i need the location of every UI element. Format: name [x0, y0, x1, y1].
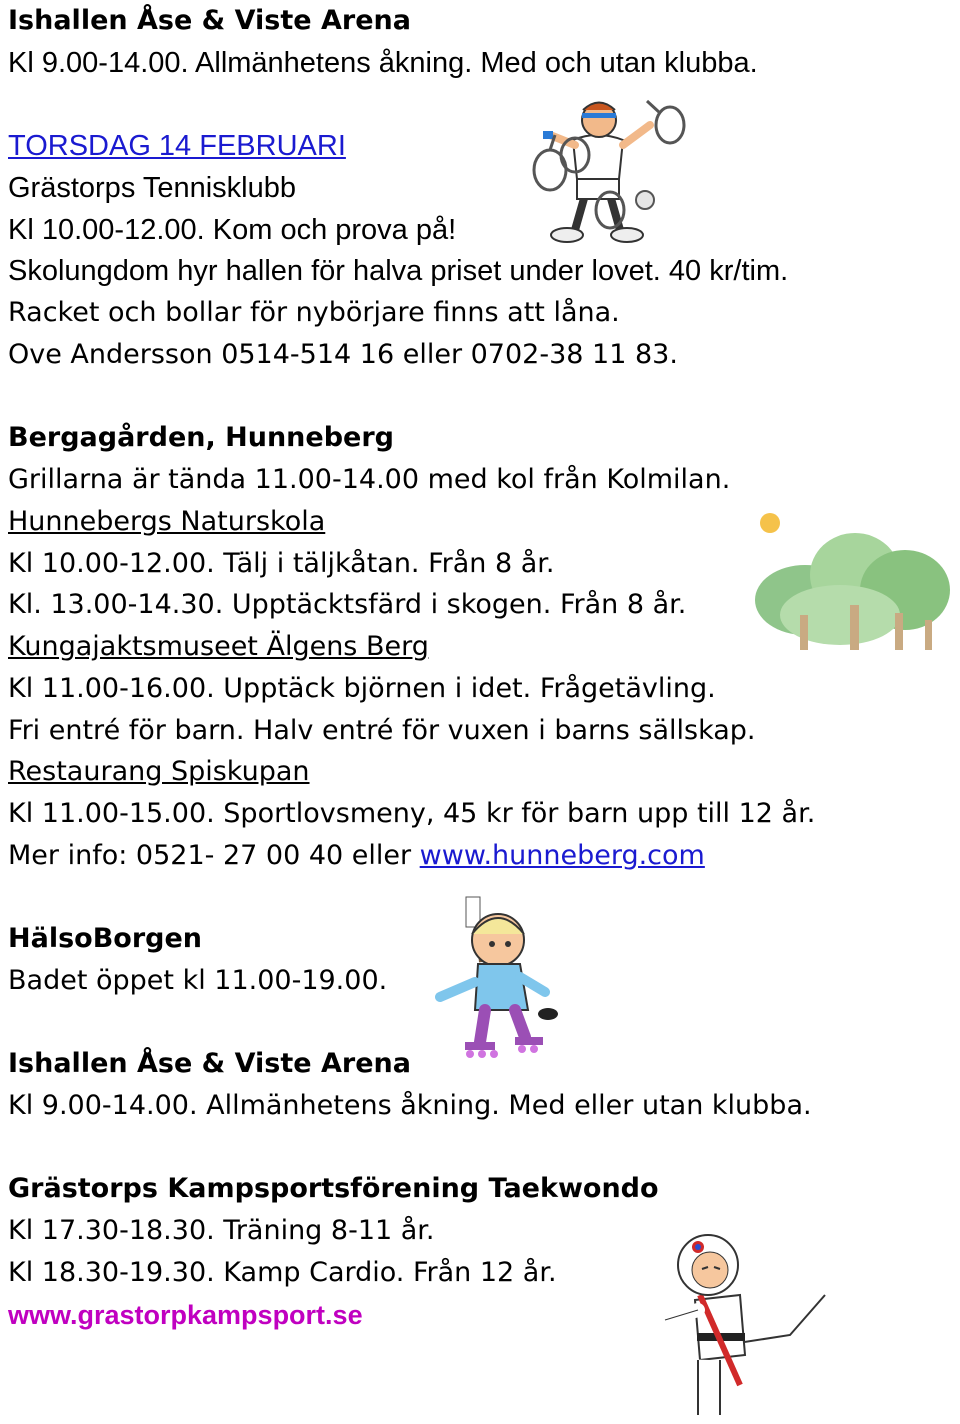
spiskupan-menu: Kl 11.00-15.00. Sportlovsmeny, 45 kr för barn upp till 12 år.	[8, 798, 816, 829]
hockey-kid-illustration	[420, 892, 570, 1062]
more-info-line	[8, 835, 705, 877]
halsoborgen-hours: Badet öppet kl 11.00-19.00.	[8, 965, 388, 996]
heading-taekwondo: Grästorps Kampsportsförening Taekwondo	[8, 1173, 659, 1204]
heading-ishallen-2: Ishallen Åse & Viste Arena	[8, 1048, 411, 1079]
taekwondo-kicker-illustration	[640, 1225, 835, 1420]
tennis-contact: Ove Andersson 0514-514 16 eller 0702-38 11 83.	[8, 339, 678, 370]
heading-naturskola: Hunnebergs Naturskola	[8, 506, 326, 537]
tennis-youth-offer: Skolungdom hyr hallen för halva priset under lovet. 40 kr/tim.	[8, 255, 789, 287]
heading-bergagarden: Bergagården, Hunneberg	[8, 422, 394, 453]
ishallen-2-hours: Kl 9.00-14.00. Allmänhetens åkning. Med eller utan klubba.	[8, 1090, 812, 1121]
taekwondo-session-2: Kl 18.30-19.30. Kamp Cardio. Från 12 år.	[8, 1257, 557, 1288]
heading-ishallen-1: Ishallen Åse & Viste Arena	[8, 5, 411, 36]
heading-halsoborgen: HälsoBorgen	[8, 923, 202, 954]
tennis-player-illustration	[515, 95, 700, 245]
ishallen-1-hours: Kl 9.00-14.00. Allmänhetens åkning. Med och utan klubba.	[8, 47, 758, 79]
heading-tennisklubb: Grästorps Tennisklubb	[8, 172, 297, 204]
date-heading: TORSDAG 14 FEBRUARI	[8, 130, 346, 162]
naturskola-session-1: Kl 10.00-12.00. Tälj i täljkåtan. Från 8 år.	[8, 548, 555, 579]
bergagarden-grill: Grillarna är tända 11.00-14.00 med kol från Kolmilan.	[8, 464, 731, 495]
forest-trees-illustration	[745, 505, 955, 655]
tennis-rackets: Racket och bollar för nybörjare finns att låna.	[8, 297, 620, 328]
heading-kungajakt: Kungajaktsmuseet Älgens Berg	[8, 631, 429, 662]
taekwondo-session-1: Kl 17.30-18.30. Träning 8-11 år.	[8, 1215, 435, 1246]
kungajakt-entry: Fri entré för barn. Halv entré för vuxen i barns sällskap.	[8, 715, 756, 746]
naturskola-session-2: Kl. 13.00-14.30. Upptäcktsfärd i skogen. Från 8 år.	[8, 589, 687, 620]
kampsport-link[interactable]: www.grastorpkampsport.se	[8, 1300, 363, 1330]
more-info-text: Mer info: 0521- 27 00 40 eller	[8, 840, 420, 871]
hunneberg-link[interactable]: www.hunneberg.com	[419, 840, 705, 871]
tennis-hours: Kl 10.00-12.00. Kom och prova på!	[8, 214, 457, 246]
heading-spiskupan: Restaurang Spiskupan	[8, 756, 310, 787]
kungajakt-hours: Kl 11.00-16.00. Upptäck björnen i idet. Frågetävling.	[8, 673, 716, 704]
